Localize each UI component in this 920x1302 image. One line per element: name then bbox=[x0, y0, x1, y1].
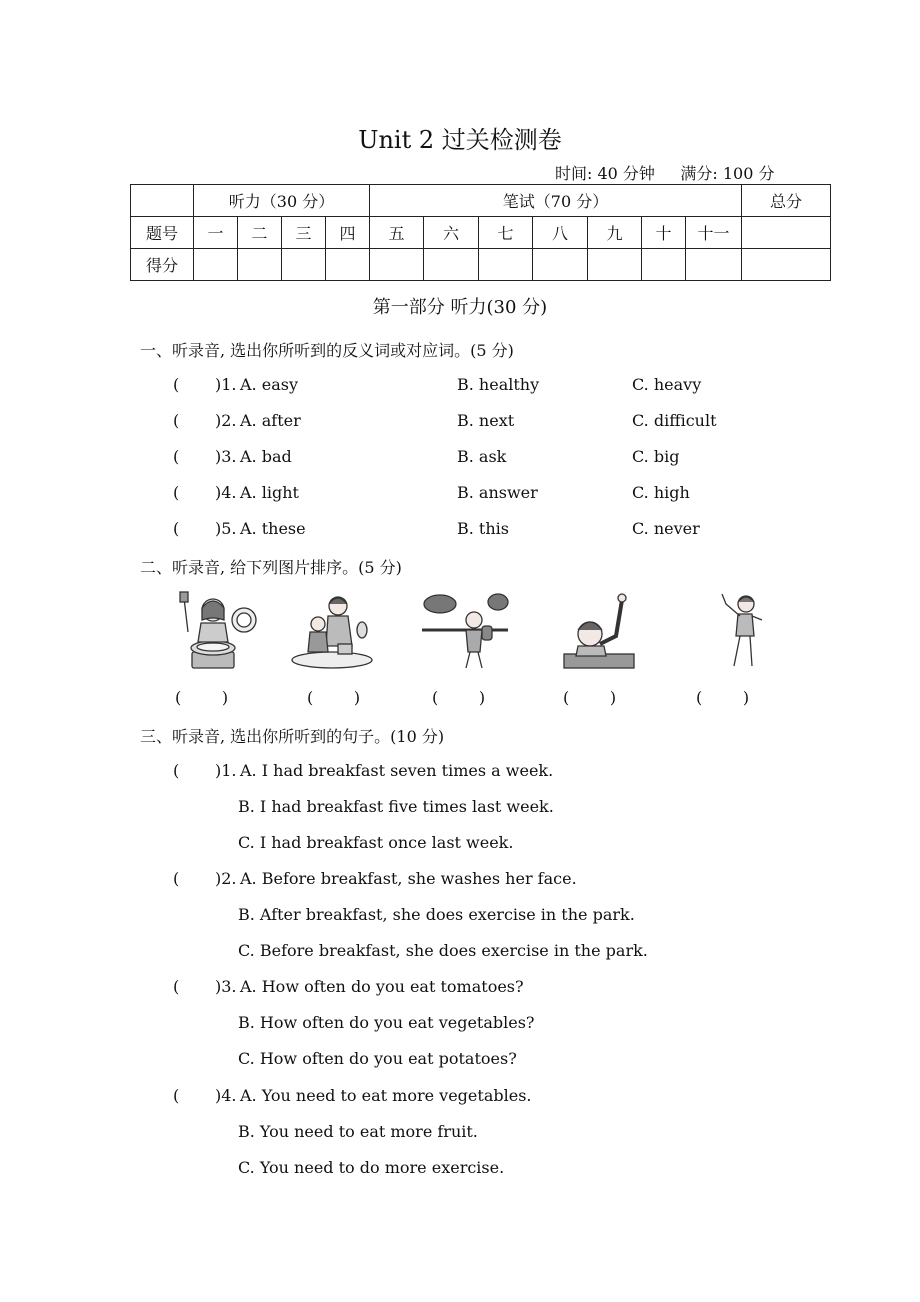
question-number: 一 bbox=[194, 217, 238, 249]
question-number: 九 bbox=[588, 217, 642, 249]
option-b: B. next bbox=[457, 411, 515, 430]
answer-paren[interactable]: ( bbox=[173, 977, 180, 996]
answer-paren[interactable]: ( bbox=[173, 1086, 180, 1105]
option-c: C. Before breakfast, she does exercise in the park. bbox=[238, 941, 648, 960]
exam-meta bbox=[555, 161, 774, 184]
section2-heading: 二、听录音, 给下列图片排序。(5 分) bbox=[140, 558, 402, 577]
item-number: )1. bbox=[215, 761, 237, 780]
answer-paren[interactable]: ( bbox=[173, 761, 180, 780]
question-number: 八 bbox=[533, 217, 588, 249]
picture-2-answer[interactable]: ( ) bbox=[307, 688, 361, 707]
listening-header: 听力（30 分） bbox=[194, 185, 370, 217]
option-b: B. You need to eat more fruit. bbox=[238, 1122, 478, 1141]
option-b: B. healthy bbox=[457, 375, 540, 394]
answer-paren[interactable]: ( bbox=[173, 519, 180, 538]
item-number: )3. bbox=[215, 447, 237, 466]
answer-paren[interactable]: ( bbox=[173, 447, 180, 466]
picture-5-answer[interactable]: ( ) bbox=[696, 688, 750, 707]
section1-heading: 一、听录音, 选出你所听到的反义词或对应词。(5 分) bbox=[140, 341, 514, 360]
girl-cooking-picture bbox=[168, 590, 258, 674]
answer-paren[interactable]: ( bbox=[173, 869, 180, 888]
question-number: 六 bbox=[424, 217, 479, 249]
row-label-score: 得分 bbox=[131, 249, 194, 281]
item-number: )1. bbox=[215, 375, 237, 394]
option-b: B. I had breakfast five times last week. bbox=[238, 797, 554, 816]
row-label-number: 题号 bbox=[131, 217, 194, 249]
question-number: 二 bbox=[238, 217, 282, 249]
option-b: B. How often do you eat vegetables? bbox=[238, 1013, 535, 1032]
item-number: )4. bbox=[215, 483, 237, 502]
writing-header: 笔试（70 分） bbox=[370, 185, 742, 217]
option-a: A. Before breakfast, she washes her face. bbox=[240, 869, 577, 888]
picture-1-answer[interactable]: ( ) bbox=[175, 688, 229, 707]
score-cell[interactable] bbox=[686, 249, 742, 281]
item-number: )2. bbox=[215, 411, 237, 430]
score-cell[interactable] bbox=[588, 249, 642, 281]
item-number: )2. bbox=[215, 869, 237, 888]
question-number: 五 bbox=[370, 217, 424, 249]
part-title: 第一部分 听力(30 分) bbox=[372, 297, 548, 318]
boy-walking-to-school-picture bbox=[420, 590, 510, 674]
question-number: 三 bbox=[282, 217, 326, 249]
option-c: C. How often do you eat potatoes? bbox=[238, 1049, 517, 1068]
question-number: 十 bbox=[642, 217, 686, 249]
score-table-corner bbox=[131, 185, 194, 217]
score-cell[interactable] bbox=[642, 249, 686, 281]
question-number: 十一 bbox=[686, 217, 742, 249]
time-limit: 时间: 40 分钟 bbox=[555, 164, 655, 183]
option-c: C. high bbox=[632, 483, 690, 502]
score-cell[interactable] bbox=[424, 249, 479, 281]
score-cell[interactable] bbox=[742, 249, 831, 281]
score-cell[interactable] bbox=[282, 249, 326, 281]
option-c: C. big bbox=[632, 447, 680, 466]
option-c: C. difficult bbox=[632, 411, 717, 430]
picture-4-answer[interactable]: ( ) bbox=[563, 688, 617, 707]
score-cell[interactable] bbox=[533, 249, 588, 281]
total-header: 总分 bbox=[742, 185, 831, 217]
option-b: B. this bbox=[457, 519, 509, 538]
option-c: C. You need to do more exercise. bbox=[238, 1158, 505, 1177]
score-cell[interactable] bbox=[326, 249, 370, 281]
score-cell[interactable] bbox=[370, 249, 424, 281]
answer-paren[interactable]: ( bbox=[173, 483, 180, 502]
question-number: 七 bbox=[479, 217, 533, 249]
section3-heading: 三、听录音, 选出你所听到的句子。(10 分) bbox=[140, 727, 445, 746]
girl-at-picnic-picture bbox=[288, 590, 378, 674]
score-cell[interactable] bbox=[479, 249, 533, 281]
total-cell[interactable] bbox=[742, 217, 831, 249]
option-c: C. heavy bbox=[632, 375, 702, 394]
option-a: A. bad bbox=[240, 447, 292, 466]
girl-exercising-picture bbox=[700, 590, 790, 674]
option-b: B. ask bbox=[457, 447, 507, 466]
option-b: B. After breakfast, she does exercise in the park. bbox=[238, 905, 635, 924]
picture-3-answer[interactable]: ( ) bbox=[432, 688, 486, 707]
item-number: )5. bbox=[215, 519, 237, 538]
option-a: A. How often do you eat tomatoes? bbox=[240, 977, 524, 996]
page-title: Unit 2 过关检测卷 bbox=[358, 126, 562, 154]
score-cell[interactable] bbox=[194, 249, 238, 281]
option-a: A. easy bbox=[240, 375, 298, 394]
option-a: A. I had breakfast seven times a week. bbox=[240, 761, 554, 780]
question-number: 四 bbox=[326, 217, 370, 249]
boy-raising-hand-picture bbox=[560, 590, 650, 674]
score-cell[interactable] bbox=[238, 249, 282, 281]
option-a: A. light bbox=[240, 483, 299, 502]
item-number: )4. bbox=[215, 1086, 237, 1105]
full-score: 满分: 100 分 bbox=[680, 164, 775, 183]
answer-paren[interactable]: ( bbox=[173, 411, 180, 430]
item-number: )3. bbox=[215, 977, 237, 996]
option-b: B. answer bbox=[457, 483, 538, 502]
option-c: C. I had breakfast once last week. bbox=[238, 833, 514, 852]
score-table bbox=[130, 184, 831, 281]
option-a: A. You need to eat more vegetables. bbox=[240, 1086, 532, 1105]
answer-paren[interactable]: ( bbox=[173, 375, 180, 394]
option-c: C. never bbox=[632, 519, 700, 538]
option-a: A. these bbox=[240, 519, 306, 538]
option-a: A. after bbox=[240, 411, 301, 430]
